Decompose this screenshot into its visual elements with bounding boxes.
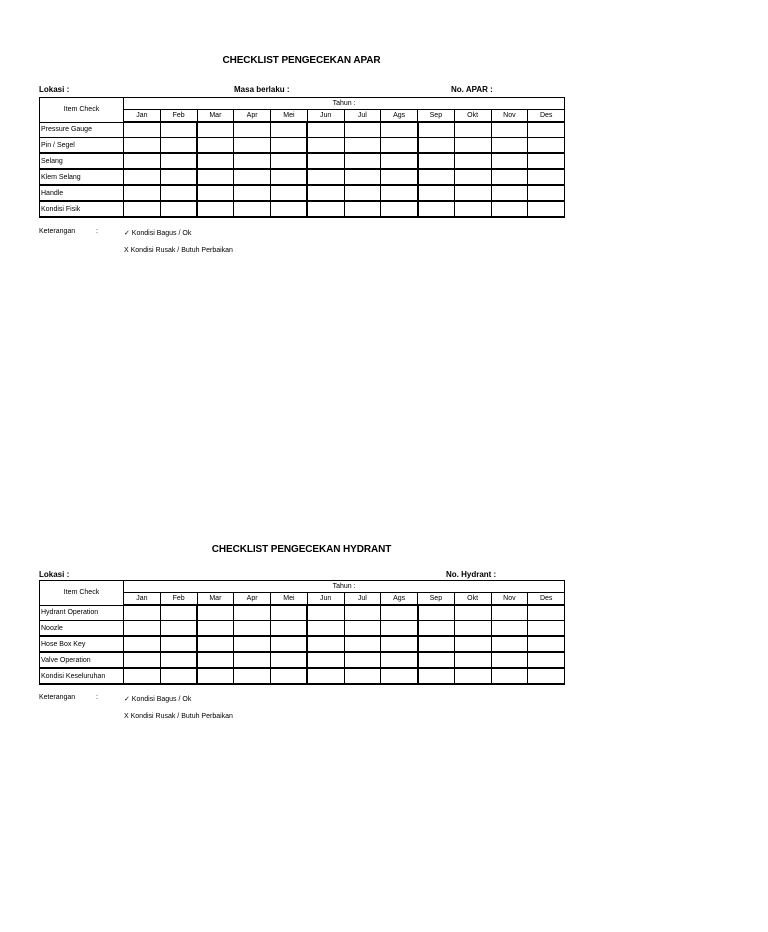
hydrant-check-cell[interactable] xyxy=(307,668,344,684)
hydrant-lokasi-label: Lokasi : xyxy=(39,570,70,579)
hydrant-check-cell[interactable] xyxy=(344,652,381,668)
apar-check-cell[interactable] xyxy=(271,138,308,154)
apar-check-cell[interactable] xyxy=(344,153,381,169)
hydrant-month-header: Jun xyxy=(307,593,344,606)
hydrant-item-label: Noozle xyxy=(40,621,124,637)
hydrant-legend-ok: ✓ Kondisi Bagus / Ok xyxy=(124,696,192,703)
hydrant-check-cell[interactable] xyxy=(344,621,381,637)
hydrant-month-header: Jul xyxy=(344,593,381,606)
apar-check-cell[interactable] xyxy=(418,138,455,154)
hydrant-table-row xyxy=(40,652,565,668)
apar-check-cell[interactable] xyxy=(124,138,161,154)
hydrant-item-label: Hydrant Operation xyxy=(40,605,124,621)
apar-table-row xyxy=(40,185,565,201)
hydrant-check-cell[interactable] xyxy=(381,636,418,652)
hydrant-check-cell[interactable] xyxy=(491,636,528,652)
hydrant-check-cell[interactable] xyxy=(124,605,161,621)
apar-check-cell[interactable] xyxy=(491,122,528,138)
apar-check-cell[interactable] xyxy=(344,138,381,154)
apar-month-header: Okt xyxy=(454,110,491,123)
hydrant-check-cell[interactable] xyxy=(454,621,491,637)
hydrant-checklist-table xyxy=(39,580,565,685)
apar-check-cell[interactable] xyxy=(418,201,455,217)
apar-check-cell[interactable] xyxy=(491,201,528,217)
hydrant-check-cell[interactable] xyxy=(418,668,455,684)
hydrant-check-cell[interactable] xyxy=(307,621,344,637)
hydrant-month-header: Mei xyxy=(271,593,308,606)
apar-check-cell[interactable] xyxy=(307,169,344,185)
apar-check-cell[interactable] xyxy=(160,169,197,185)
apar-check-cell[interactable] xyxy=(197,201,234,217)
apar-table-row xyxy=(40,169,565,185)
apar-check-cell[interactable] xyxy=(124,185,161,201)
hydrant-check-cell[interactable] xyxy=(344,668,381,684)
hydrant-check-cell[interactable] xyxy=(528,668,565,684)
apar-check-cell[interactable] xyxy=(344,201,381,217)
apar-month-header: Des xyxy=(528,110,565,123)
apar-month-header: Jan xyxy=(124,110,161,123)
hydrant-check-cell[interactable] xyxy=(418,621,455,637)
hydrant-month-header: Okt xyxy=(454,593,491,606)
hydrant-check-cell[interactable] xyxy=(491,605,528,621)
apar-check-cell[interactable] xyxy=(528,122,565,138)
apar-check-cell[interactable] xyxy=(124,122,161,138)
hydrant-month-header: Ags xyxy=(381,593,418,606)
hydrant-check-cell[interactable] xyxy=(344,605,381,621)
hydrant-month-header: Apr xyxy=(234,593,271,606)
apar-check-cell[interactable] xyxy=(528,185,565,201)
hydrant-item-check-header: Item Check xyxy=(40,581,124,606)
apar-check-cell[interactable] xyxy=(344,169,381,185)
apar-check-cell[interactable] xyxy=(124,169,161,185)
apar-checklist-table xyxy=(39,97,565,218)
hydrant-month-header: Nov xyxy=(491,593,528,606)
hydrant-check-cell[interactable] xyxy=(344,636,381,652)
hydrant-check-cell[interactable] xyxy=(454,605,491,621)
apar-table-row xyxy=(40,122,565,138)
apar-check-cell[interactable] xyxy=(491,153,528,169)
hydrant-check-cell[interactable] xyxy=(197,636,234,652)
apar-check-cell[interactable] xyxy=(234,122,271,138)
apar-check-cell[interactable] xyxy=(491,185,528,201)
hydrant-check-cell[interactable] xyxy=(124,668,161,684)
hydrant-check-cell[interactable] xyxy=(381,621,418,637)
apar-check-cell[interactable] xyxy=(271,201,308,217)
hydrant-table-row xyxy=(40,668,565,684)
apar-check-cell[interactable] xyxy=(271,122,308,138)
hydrant-check-cell[interactable] xyxy=(271,668,308,684)
apar-check-cell[interactable] xyxy=(344,122,381,138)
apar-check-cell[interactable] xyxy=(528,169,565,185)
hydrant-check-cell[interactable] xyxy=(454,668,491,684)
apar-check-cell[interactable] xyxy=(454,122,491,138)
apar-legend-ok: ✓ Kondisi Bagus / Ok xyxy=(124,230,192,237)
hydrant-check-cell[interactable] xyxy=(160,605,197,621)
hydrant-check-cell[interactable] xyxy=(418,605,455,621)
apar-tahun-header: Tahun : xyxy=(124,98,565,110)
hydrant-title: CHECKLIST PENGECEKAN HYDRANT xyxy=(211,544,392,555)
hydrant-number-label: No. Hydrant : xyxy=(446,570,497,579)
apar-check-cell[interactable] xyxy=(160,201,197,217)
hydrant-item-label: Kondisi Keseluruhan xyxy=(40,668,124,684)
apar-check-cell[interactable] xyxy=(271,153,308,169)
hydrant-check-cell[interactable] xyxy=(491,621,528,637)
apar-check-cell[interactable] xyxy=(271,169,308,185)
apar-check-cell[interactable] xyxy=(307,138,344,154)
hydrant-check-cell[interactable] xyxy=(381,605,418,621)
apar-check-cell[interactable] xyxy=(418,169,455,185)
apar-check-cell[interactable] xyxy=(160,122,197,138)
apar-check-cell[interactable] xyxy=(381,122,418,138)
apar-check-cell[interactable] xyxy=(454,185,491,201)
apar-check-cell[interactable] xyxy=(418,185,455,201)
apar-check-cell[interactable] xyxy=(234,185,271,201)
apar-check-cell[interactable] xyxy=(491,169,528,185)
apar-item-label: Klem Selang xyxy=(40,169,124,185)
apar-check-cell[interactable] xyxy=(160,138,197,154)
apar-check-cell[interactable] xyxy=(160,185,197,201)
hydrant-check-cell[interactable] xyxy=(197,605,234,621)
hydrant-check-cell[interactable] xyxy=(234,652,271,668)
hydrant-check-cell[interactable] xyxy=(197,668,234,684)
apar-check-cell[interactable] xyxy=(381,169,418,185)
apar-check-cell[interactable] xyxy=(197,138,234,154)
apar-check-cell[interactable] xyxy=(234,169,271,185)
hydrant-check-cell[interactable] xyxy=(197,621,234,637)
apar-check-cell[interactable] xyxy=(528,153,565,169)
hydrant-month-header: Des xyxy=(528,593,565,606)
apar-title: CHECKLIST PENGECEKAN APAR xyxy=(222,55,381,66)
hydrant-check-cell[interactable] xyxy=(454,652,491,668)
apar-keterangan-label: Keterangan : xyxy=(39,228,98,235)
hydrant-check-cell[interactable] xyxy=(234,636,271,652)
apar-check-cell[interactable] xyxy=(197,185,234,201)
hydrant-check-cell[interactable] xyxy=(160,636,197,652)
hydrant-tahun-header: Tahun : xyxy=(124,581,565,593)
apar-item-label: Handle xyxy=(40,185,124,201)
hydrant-check-cell[interactable] xyxy=(491,652,528,668)
apar-month-header: Mei xyxy=(271,110,308,123)
apar-check-cell[interactable] xyxy=(271,185,308,201)
apar-check-cell[interactable] xyxy=(381,185,418,201)
hydrant-check-cell[interactable] xyxy=(234,621,271,637)
hydrant-check-cell[interactable] xyxy=(160,621,197,637)
hydrant-check-cell[interactable] xyxy=(528,605,565,621)
apar-month-header: Apr xyxy=(234,110,271,123)
apar-check-cell[interactable] xyxy=(491,138,528,154)
hydrant-check-cell[interactable] xyxy=(528,621,565,637)
hydrant-keterangan-label: Keterangan : xyxy=(39,694,98,701)
apar-check-cell[interactable] xyxy=(381,201,418,217)
apar-check-cell[interactable] xyxy=(344,185,381,201)
hydrant-check-cell[interactable] xyxy=(418,636,455,652)
hydrant-legend-bad: X Kondisi Rusak / Butuh Perbaikan xyxy=(124,713,233,720)
apar-check-cell[interactable] xyxy=(418,122,455,138)
hydrant-table-row xyxy=(40,605,565,621)
apar-check-cell[interactable] xyxy=(528,201,565,217)
apar-month-header: Ags xyxy=(381,110,418,123)
apar-item-label: Pressure Gauge xyxy=(40,122,124,138)
apar-check-cell[interactable] xyxy=(454,138,491,154)
hydrant-check-cell[interactable] xyxy=(124,621,161,637)
apar-check-cell[interactable] xyxy=(234,201,271,217)
apar-check-cell[interactable] xyxy=(528,138,565,154)
hydrant-item-label: Hose Box Key xyxy=(40,636,124,652)
apar-month-header: Feb xyxy=(160,110,197,123)
apar-check-cell[interactable] xyxy=(234,138,271,154)
hydrant-month-header: Mar xyxy=(197,593,234,606)
apar-check-cell[interactable] xyxy=(307,201,344,217)
apar-check-cell[interactable] xyxy=(418,153,455,169)
hydrant-check-cell[interactable] xyxy=(234,605,271,621)
apar-legend-bad: X Kondisi Rusak / Butuh Perbaikan xyxy=(124,247,233,254)
apar-check-cell[interactable] xyxy=(454,169,491,185)
hydrant-check-cell[interactable] xyxy=(418,652,455,668)
hydrant-month-header: Jan xyxy=(124,593,161,606)
apar-item-label: Kondisi Fisik xyxy=(40,201,124,217)
apar-check-cell[interactable] xyxy=(160,153,197,169)
apar-check-cell[interactable] xyxy=(197,169,234,185)
hydrant-check-cell[interactable] xyxy=(307,636,344,652)
hydrant-check-cell[interactable] xyxy=(307,605,344,621)
apar-check-cell[interactable] xyxy=(381,153,418,169)
hydrant-month-header: Sep xyxy=(418,593,455,606)
hydrant-check-cell[interactable] xyxy=(271,621,308,637)
hydrant-check-cell[interactable] xyxy=(528,652,565,668)
hydrant-check-cell[interactable] xyxy=(307,652,344,668)
hydrant-check-cell[interactable] xyxy=(381,652,418,668)
hydrant-check-cell[interactable] xyxy=(124,652,161,668)
apar-table-row xyxy=(40,153,565,169)
apar-check-cell[interactable] xyxy=(197,153,234,169)
hydrant-table-row xyxy=(40,621,565,637)
hydrant-table-row xyxy=(40,636,565,652)
apar-check-cell[interactable] xyxy=(307,153,344,169)
apar-check-cell[interactable] xyxy=(124,201,161,217)
apar-month-header: Jun xyxy=(307,110,344,123)
apar-check-cell[interactable] xyxy=(307,185,344,201)
apar-check-cell[interactable] xyxy=(124,153,161,169)
apar-table-row xyxy=(40,201,565,217)
apar-check-cell[interactable] xyxy=(197,122,234,138)
apar-item-label: Selang xyxy=(40,153,124,169)
apar-check-cell[interactable] xyxy=(307,122,344,138)
apar-check-cell[interactable] xyxy=(454,153,491,169)
apar-item-check-header: Item Check xyxy=(40,98,124,123)
hydrant-check-cell[interactable] xyxy=(271,605,308,621)
hydrant-check-cell[interactable] xyxy=(271,652,308,668)
hydrant-check-cell[interactable] xyxy=(491,668,528,684)
apar-month-header: Jul xyxy=(344,110,381,123)
apar-masa-berlaku-label: Masa berlaku : xyxy=(234,85,290,94)
hydrant-month-header: Feb xyxy=(160,593,197,606)
apar-item-label: Pin / Segel xyxy=(40,138,124,154)
hydrant-check-cell[interactable] xyxy=(124,636,161,652)
apar-month-header: Sep xyxy=(418,110,455,123)
apar-check-cell[interactable] xyxy=(454,201,491,217)
hydrant-check-cell[interactable] xyxy=(454,636,491,652)
apar-check-cell[interactable] xyxy=(234,153,271,169)
hydrant-check-cell[interactable] xyxy=(271,636,308,652)
apar-lokasi-label: Lokasi : xyxy=(39,85,70,94)
apar-number-label: No. APAR : xyxy=(451,85,493,94)
apar-check-cell[interactable] xyxy=(381,138,418,154)
apar-month-header: Mar xyxy=(197,110,234,123)
hydrant-check-cell[interactable] xyxy=(381,668,418,684)
apar-month-header: Nov xyxy=(491,110,528,123)
hydrant-check-cell[interactable] xyxy=(160,668,197,684)
hydrant-item-label: Valve Operation xyxy=(40,652,124,668)
hydrant-check-cell[interactable] xyxy=(197,652,234,668)
hydrant-check-cell[interactable] xyxy=(528,636,565,652)
hydrant-check-cell[interactable] xyxy=(234,668,271,684)
hydrant-check-cell[interactable] xyxy=(160,652,197,668)
apar-table-row xyxy=(40,138,565,154)
